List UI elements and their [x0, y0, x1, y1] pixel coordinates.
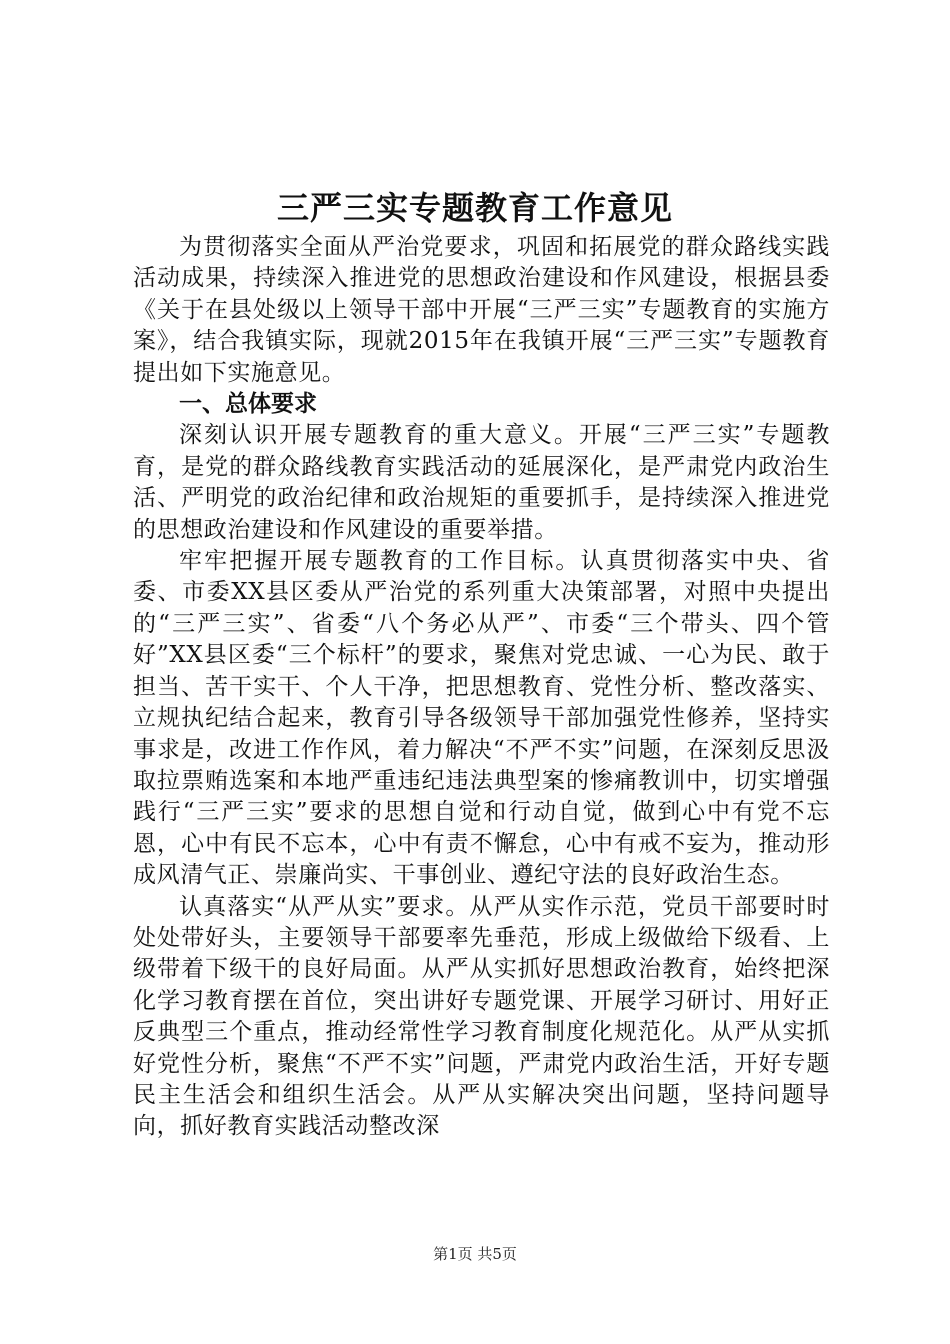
section-heading-general-requirements: 一、总体要求: [179, 391, 317, 418]
document-title: 三严三实专题教育工作意见: [276, 189, 673, 227]
document-body: [133, 232, 830, 1143]
paragraph-significance: 深刻认识开展专题教育的重大意义。开展“三严三实”专题教育，是党的群众路线教育实践活动的延展深化，是严肃党内政治生活、严明党的政治纪律和政治规矩的重要抓手，是持续深入推进党的思想政治建设和作风建设的重要举措。: [133, 422, 830, 543]
intro-paragraph: 为贯彻落实全面从严治党要求，巩固和拓展党的群众路线实践活动成果，持续深入推进党的思想政治建设和作风建设，根据县委《关于在县处级以上领导干部中开展“三严三实”专题教育的实施方案》，结合我镇实际，现就2015年在我镇开展“三严三实”专题教育提出如下实施意见。: [133, 234, 830, 386]
paragraph-work-goals: 牢牢把握开展专题教育的工作目标。认真贯彻落实中央、省委、市委XX县区委从严治党的系列重大决策部署，对照中央提出的“三严三实”、省委“八个务必从严”、市委“三个带头、四个管好”XX县区委“三个标杆”的要求，聚焦对党忠诚、一心为民、敢于担当、苦干实干、个人干净，把思想教育、党性分析、整改落实、立规执纪结合起来，教育引导各级领导干部加强党性修养，坚持实事求是，改进工作作风，着力解决“不严不实”问题，在深刻反思汲取拉票贿选案和本地严重违纪违法典型案的惨痛教训中，切实增强践行“三严三实”要求的思想自觉和行动自觉，做到心中有党不忘恩，心中有民不忘本，心中有责不懈怠，心中有戒不妄为，推动形成风清气正、崇廉尚实、干事创业、遵纪守法的良好政治生态。: [133, 548, 830, 889]
paragraph-strict-requirements: 认真落实“从严从实”要求。从严从实作示范，党员干部要时时处处带好头，主要领导干部要率先垂范，形成上级做给下级看、上级带着下级干的良好局面。从严从实抓好思想政治教育，始终把深化学习教育摆在首位，突出讲好专题党课、开展学习研讨、用好正反典型三个重点，推动经常性学习教育制度化规范化。从严从实抓好党性分析，聚焦“不严不实”问题，严肃党内政治生活，开好专题民主生活会和组织生活会。从严从实解决突出问题，坚持问题导向，抓好教育实践活动整改深: [133, 893, 830, 1140]
page-footer: 第1页 共5页: [433, 1245, 517, 1263]
